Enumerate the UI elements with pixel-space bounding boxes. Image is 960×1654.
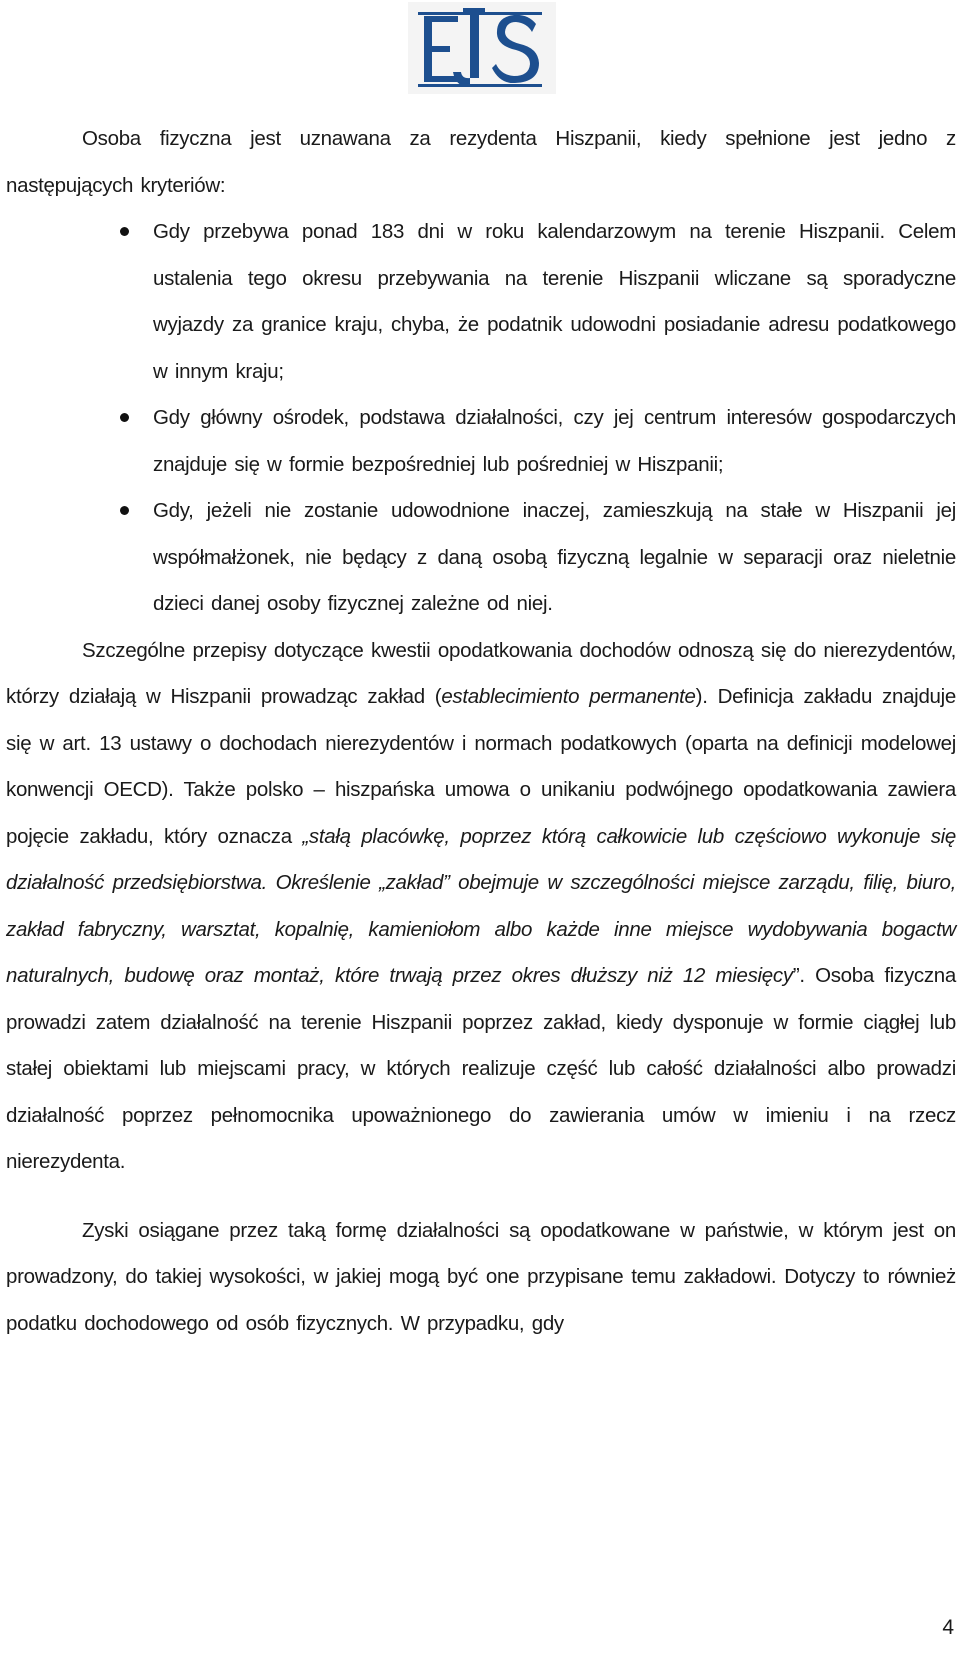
bullet-icon — [120, 413, 129, 422]
bullet-icon — [120, 227, 129, 236]
paragraph-establishment: Szczególne przepisy dotyczące kwestii opodatkowania dochodów odnoszą się do nierezydentów, którzy działają w Hiszpanii prowadząc zakład (establecimiento permanente). Definicja zakładu znajduje się w art. 13 ustawy o dochodach nierezydentów i normach podatkowych (oparta na definicji modelowej konwencji OECD). Także polsko – hiszpańska umowa o unikaniu podwójnego opodatkowania zawiera pojęcie zakładu, który oznacza „stałą placówkę, poprzez którą całkowicie lub częściowo wykonuje się działalność przedsiębiorstwa. Określenie „zakład” obejmuje w szczególności miejsce zarządu, filię, biuro, zakład fabryczny, warsztat, kopalnię, kamieniołom albo każde inne miejsce wydobywania bogactw naturalnych, budowę oraz montaż, które trwają przez okres dłuższy niż 12 miesięcy”. Osoba fizyczna prowadzi zatem działalność na terenie Hiszpanii poprzez zakład, kiedy dysponuje w formie ciągłej lub stałej obiektami lub miejscami pracy, w których realizuje część lub całość działalności albo prowadzi działalność poprzez pełnomocnika upoważnionego do zawierania umów w imieniu i na rzecz nierezydenta. — [6, 638, 956, 1173]
list-item: Gdy przebywa ponad 183 dni w roku kalendarzowym na terenie Hiszpanii. Celem ustalenia tego okresu przebywania na terenie Hiszpanii wliczane są sporadyczne wyjazdy za granice kraju, chyba, że podatnik udowodni posiadanie adresu podatkowego w innym kraju; — [153, 209, 956, 395]
list-item: Gdy, jeżeli nie zostanie udowodnione inaczej, zamieszkują na stałe w Hiszpanii jej współmałżonek, nie będący z daną osobą fizyczną legalnie w separacji oraz nieletnie dzieci danej osoby fizycznej zależne od niej. — [153, 488, 956, 628]
criteria-list — [6, 209, 956, 628]
page-number: 4 — [942, 1616, 954, 1639]
bullet-icon — [120, 506, 129, 515]
document-body — [6, 116, 956, 1347]
paragraph-profits: Zyski osiągane przez taką formę działalności są opodatkowane w państwie, w którym jest on prowadzony, do takiej wysokości, w jakiej mogą być one przypisane temu zakładowi. Dotyczy to również podatku dochodowego od osób fizycznych. W przypadku, gdy — [6, 1218, 956, 1335]
list-item: Gdy główny ośrodek, podstawa działalności, czy jej centrum interesów gospodarczych znajduje się w formie bezpośredniej lub pośredniej w Hiszpanii; — [153, 395, 956, 488]
intro-paragraph: Osoba fizyczna jest uznawana za rezydenta Hiszpanii, kiedy spełnione jest jedno z następujących kryteriów: — [6, 127, 956, 197]
ejs-logo — [408, 2, 556, 94]
